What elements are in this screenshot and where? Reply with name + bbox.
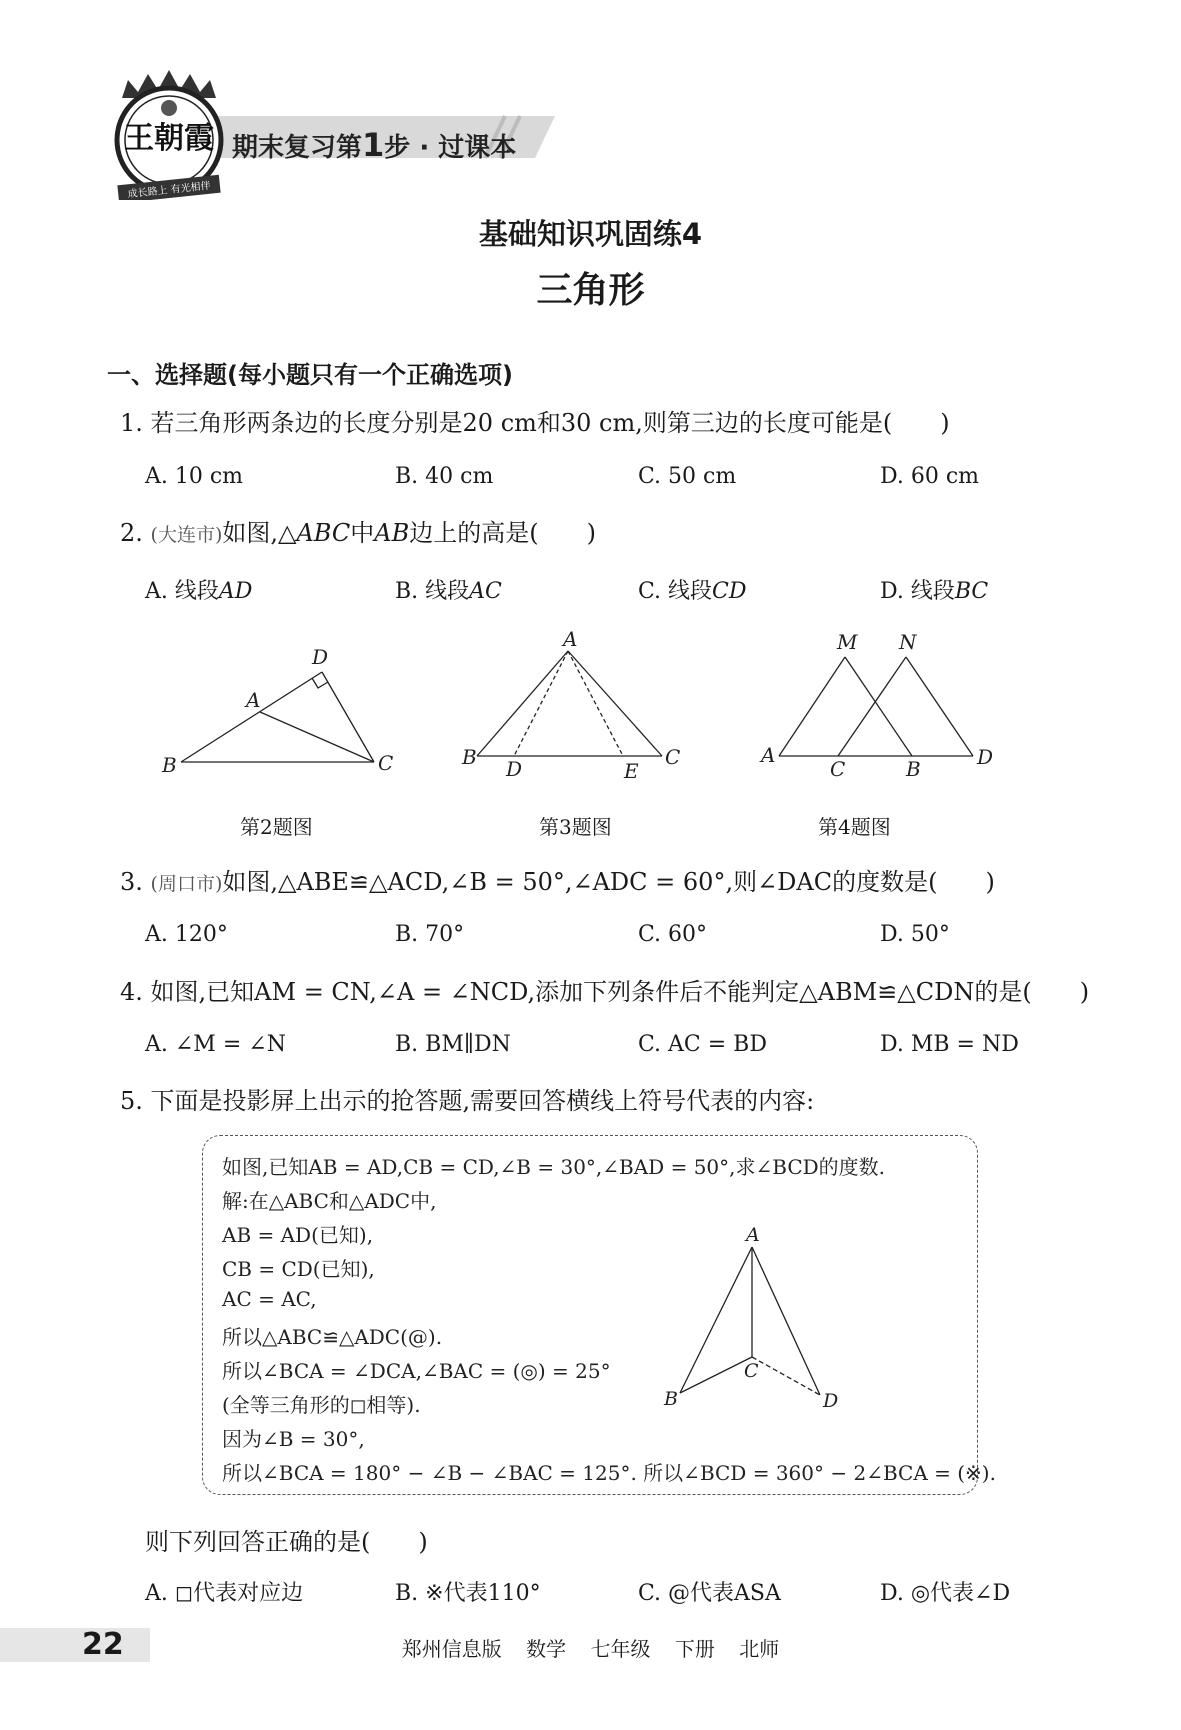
question-2-text: 2. (大连市)如图,△ABC中AB边上的高是( )	[120, 519, 596, 547]
question-5-text: 5. 下面是投影屏上出示的抢答题,需要回答横线上符号代表的内容:	[120, 1087, 815, 1115]
fig4-label-a: A	[761, 743, 776, 767]
figure-5	[660, 1225, 860, 1410]
caption-figure-4: 第4题图	[818, 815, 891, 839]
q4-option-a: A. ∠M = ∠N	[145, 1032, 286, 1057]
q4-option-c: C. AC = BD	[638, 1032, 767, 1057]
fig2-label-d: D	[312, 645, 329, 669]
fig3-label-e: E	[624, 759, 639, 780]
q5-question-prompt: 则下列回答正确的是( )	[145, 1528, 428, 1556]
caption-figure-2: 第2题图	[240, 815, 313, 839]
figure-2	[181, 672, 374, 762]
fig2-label-a: A	[246, 688, 261, 712]
page-number: 22	[82, 1627, 124, 1662]
fig4-label-d: D	[977, 745, 994, 769]
footer-edition-info: 郑州信息版 数学 七年级 下册 北师	[401, 1637, 780, 1661]
q3-option-d: D. 50°	[880, 922, 950, 947]
caption-figure-3: 第3题图	[539, 815, 612, 839]
page-subtitle: 基础知识巩固练4	[478, 217, 703, 251]
section-heading: 一、选择题(每小题只有一个正确选项)	[107, 361, 513, 389]
q5-option-d: D. ◎代表∠D	[880, 1581, 1011, 1606]
q2-option-d: D. 线段BC	[880, 579, 989, 604]
q5-box-line: (全等三角形的◻相等).	[222, 1393, 421, 1417]
q2-option-c: C. 线段CD	[638, 579, 747, 604]
q2-option-b: B. 线段AC	[395, 579, 502, 604]
fig3-label-b: B	[462, 745, 477, 769]
fig3-label-a: A	[563, 627, 578, 651]
fig4-label-n: N	[899, 630, 917, 654]
fig5-label-d: D	[823, 1390, 839, 1410]
q5-option-c: C. @代表ASA	[638, 1581, 781, 1606]
fig3-label-d: D	[506, 757, 523, 780]
q5-box-line: 所以∠BCA = ∠DCA,∠BAC = (◎) = 25°	[222, 1359, 611, 1383]
page-title: 三角形	[536, 270, 645, 311]
logo-slogan: 成长路上 有光相伴	[127, 180, 212, 200]
q2-option-a: A. 线段AD	[145, 579, 253, 604]
fig5-label-a: A	[746, 1225, 760, 1246]
q3-option-b: B. 70°	[395, 922, 465, 947]
fig4-label-c: C	[830, 757, 846, 780]
q3-option-c: C. 60°	[638, 922, 708, 947]
publisher-logo	[108, 70, 230, 200]
q5-box-line: 如图,已知AB = AD,CB = CD,∠B = 30°,∠BAD = 50°,求∠BCD的度数.	[222, 1155, 886, 1179]
q5-option-b: B. ※代表110°	[395, 1581, 541, 1606]
figure-3	[477, 651, 662, 756]
fig5-label-b: B	[664, 1388, 678, 1410]
fig4-label-m: M	[837, 630, 858, 654]
fig4-label-b: B	[906, 757, 921, 780]
question-3-text: 3. (周口市)如图,△ABE≌△ACD,∠B = 50°,∠ADC = 60°,则∠DAC的度数是( )	[120, 868, 995, 896]
question-4-text: 4. 如图,已知AM = CN,∠A = ∠NCD,添加下列条件后不能判定△ABM≌△CDN的是( )	[120, 978, 1090, 1006]
question-2-source: (大连市)	[150, 524, 223, 546]
figures-row	[0, 620, 1181, 780]
q4-option-b: B. BM∥DN	[395, 1032, 511, 1057]
q1-option-a: A. 10 cm	[145, 464, 244, 489]
q5-box-line: 所以∠BCA = 180° − ∠B − ∠BAC = 125°. 所以∠BCD = 360° − 2∠BCA = (※).	[222, 1461, 996, 1485]
q1-option-d: D. 60 cm	[880, 464, 980, 489]
fig5-label-c: C	[744, 1360, 759, 1382]
fig2-label-c: C	[378, 751, 394, 775]
question-3-source: (周口市)	[150, 873, 223, 895]
q5-option-a: A. ◻代表对应边	[145, 1581, 304, 1606]
q1-option-c: C. 50 cm	[638, 464, 737, 489]
figure-4	[779, 657, 973, 756]
logo-name: 王朝霞	[124, 121, 214, 156]
fig3-label-c: C	[665, 745, 681, 769]
q5-box-line: AB = AD(已知),	[222, 1223, 374, 1247]
q5-box-line: 因为∠B = 30°,	[222, 1427, 365, 1451]
q5-box-line: 所以△ABC≌△ADC(@).	[222, 1325, 443, 1349]
q3-option-a: A. 120°	[145, 922, 228, 947]
q5-box-line: CB = CD(已知),	[222, 1257, 375, 1281]
fig2-label-b: B	[162, 753, 177, 777]
question-1-text: 1. 若三角形两条边的长度分别是20 cm和30 cm,则第三边的长度可能是( )	[120, 409, 950, 437]
q5-box-line: AC = AC,	[222, 1287, 317, 1311]
q5-box-line: 解:在△ABC和△ADC中,	[222, 1189, 437, 1213]
q1-option-b: B. 40 cm	[395, 464, 494, 489]
q4-option-d: D. MB = ND	[880, 1032, 1019, 1057]
banner-title: 期末复习第1步 · 过课本	[232, 126, 517, 164]
